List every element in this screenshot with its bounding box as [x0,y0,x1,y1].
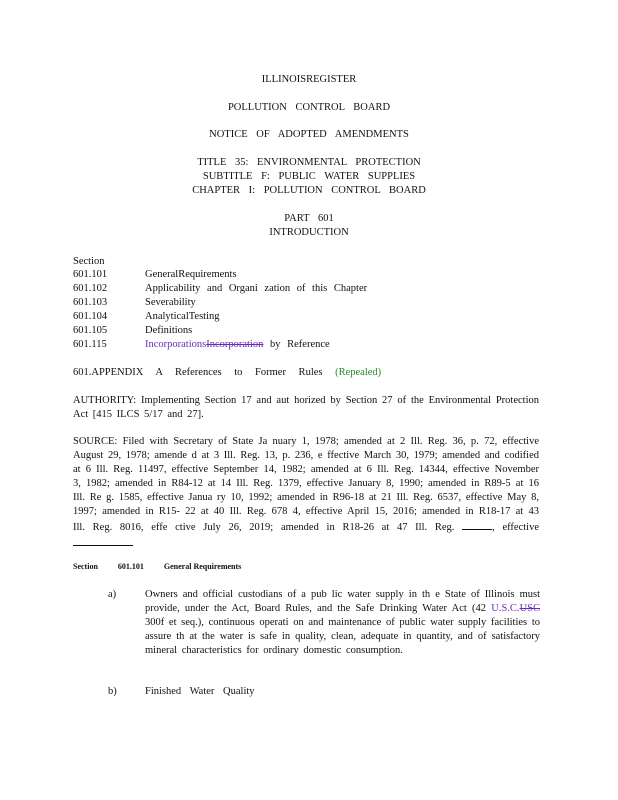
subsection-label: a) [108,589,117,600]
notice-header: NOTICE OF ADOPTED AMENDMENTS [209,129,409,140]
deleted-text: Incorporation [206,339,264,350]
source-paragraph [73,435,539,551]
toc-section-title [145,338,330,352]
section-number: 601.101 [117,562,144,571]
repealed-status: (Repealed) [335,367,382,378]
toc-section-number: 601.105 [73,325,108,336]
source-effective: effective [502,522,539,533]
section-title: General Requirements [163,562,242,571]
toc-section-number: 601.101 [73,269,108,280]
toc-heading: Section [73,256,105,267]
toc-section-number: 601.104 [73,311,108,322]
section-heading [73,560,259,574]
toc-section-number: 601.103 [73,297,108,308]
source-comma: , [492,522,495,533]
authority-paragraph: AUTHORITY: Implementing Section 17 and aut horized by Section 27 of the Environmental Protection Act [415 ILCS 5/17 and 27]. [73,395,539,420]
source-text: SOURCE: Filed with Secretary of State Ja nuary 1, 1978; amended at 2 Ill. Reg. 36, p. 72, effective August 29, 1978; amende d at 3 Ill. Reg. 13, p. 236, e ffective March 30, 1979; amended and codified at 6 Ill. Reg. 11497, effective September 14, 1982; amended at 6 Ill. Reg. 14344, effective November 3, 1982; amended in R84-12 at 14 Ill. Reg. 1379, effective January 8, 1990; amended in R89-5 at 16 Ill. Re g. 1585, effective Janua ry 10, 1992; amended in R96-18 at 21 Ill. Reg. 6537, effective May 8, 1997; amended in R15- 22 at 40 Ill. Reg. 678 4, effective April 15, 2016; amended in R18-17 at 43 Ill. Reg. 8016, effe ctive July 26, 2019; amended in R18-26 at 47 Ill. Reg. [73,436,539,533]
subsection-label: b) [108,686,117,697]
toc-section-number: 601.102 [73,283,108,294]
chapter-line: CHAPTER I: POLLUTION CONTROL BOARD [192,185,426,196]
register-header: ILLINOISREGISTER [261,74,357,85]
subsection-text-part2: 300f et seq.), continuous operati on and maintenance of public water supply facilities to assure th at the water is safe in quality, clean, adequate in quantity, and of satisfactory mineral characteristics for ordinary domestic consumption. [145,617,540,656]
part-number: PART 601 [284,213,334,224]
blank-effective-date [73,535,133,546]
board-header: POLLUTION CONTROL BOARD [227,102,391,113]
title-line: TITLE 35: ENVIRONMENTAL PROTECTION [197,157,421,168]
section-word: Section [73,562,98,571]
added-text: Incorporations [145,339,207,350]
subsection-text [145,588,540,658]
blank-reg-page [462,519,492,530]
toc-section-title: Definitions [145,325,193,336]
toc-section-title: Applicability and Organi zation of this Chapter [145,283,368,294]
subsection-text-part1: Owners and official custodians of a pub lic water supply in th e State of Illinois must provide, under the Act, Board Rules, and the Safe Drinking Water Act (42 [145,589,540,614]
part-name: INTRODUCTION [269,227,349,238]
deleted-text: USC [519,603,540,614]
appendix-line [73,366,381,380]
toc-title-rest: by Reference [263,339,330,350]
appendix-label: 601.APPENDIX [73,367,144,378]
toc-section-title: Severability [145,297,196,308]
toc-section-number: 601.115 [73,339,107,350]
added-text: U.S.C. [491,603,520,614]
toc-section-title: GeneralRequirements [145,269,237,280]
toc-section-title: AnalyticalTesting [145,311,220,322]
appendix-title: A References to Former Rules [155,367,323,378]
subtitle-line: SUBTITLE F: PUBLIC WATER SUPPLIES [202,171,416,182]
subsection-text: Finished Water Quality [145,686,255,697]
